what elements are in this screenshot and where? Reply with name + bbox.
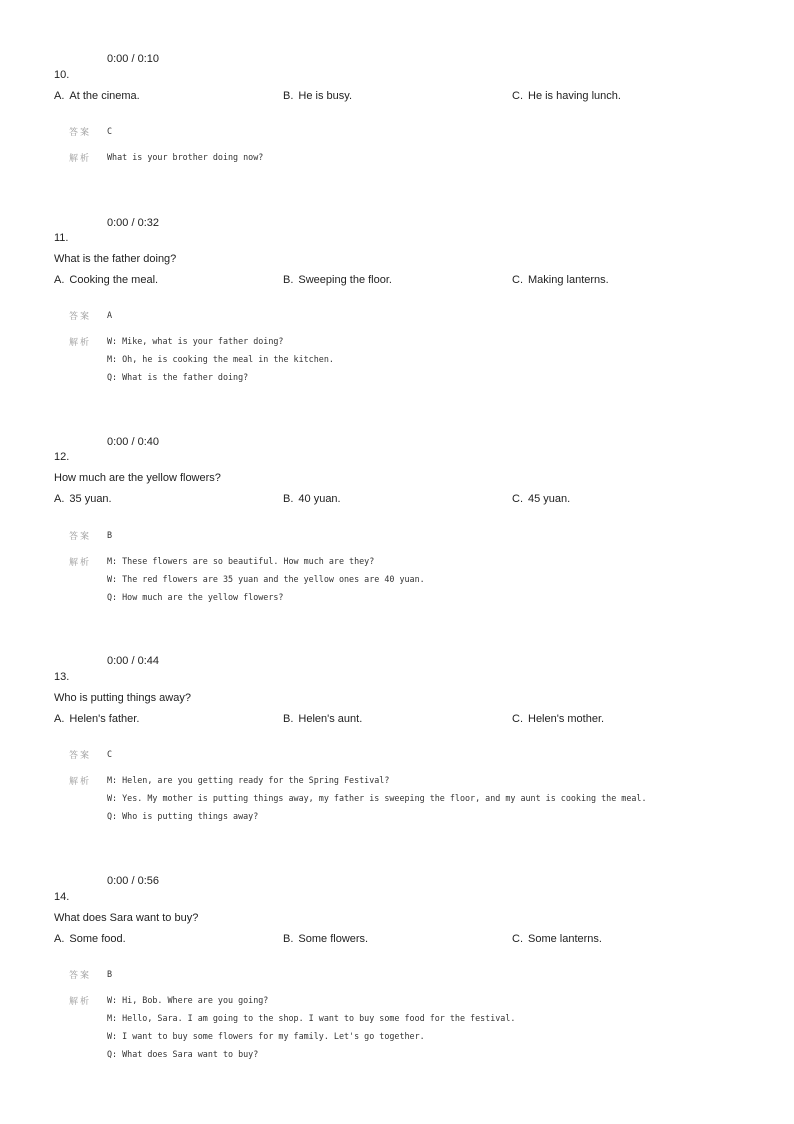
answer-label: 答案 (69, 750, 92, 760)
analysis-line: M: Hello, Sara. I am going to the shop. I want to buy some food for the festival. (107, 1013, 516, 1023)
option-b[interactable] (283, 90, 352, 102)
option-c[interactable] (512, 713, 604, 725)
analysis-line: Q: What is the father doing? (107, 372, 249, 382)
answer-value: B (107, 530, 113, 540)
question-text: How much are the yellow flowers? (54, 472, 221, 484)
option-letter: B. (283, 493, 294, 505)
option-b[interactable] (283, 274, 392, 286)
option-letter: B. (283, 90, 294, 102)
option-letter: A. (54, 90, 65, 102)
option-a[interactable] (54, 713, 139, 725)
answer-value: C (107, 126, 113, 136)
analysis-line: W: I want to buy some flowers for my family. Let's go together. (107, 1031, 425, 1041)
analysis-line: W: Yes. My mother is putting things away, my father is sweeping the floor, and my aunt is cooking the meal. (107, 793, 647, 803)
option-b[interactable] (283, 713, 362, 725)
option-text: 40 yuan. (298, 493, 341, 505)
answer-label: 答案 (69, 970, 92, 980)
analysis-line: Q: What does Sara want to buy? (107, 1049, 259, 1059)
analysis-label: 解析 (69, 557, 92, 567)
question-number: 10. (54, 69, 70, 81)
option-a[interactable] (54, 274, 158, 286)
question-text: Who is putting things away? (54, 692, 191, 704)
option-letter: B. (283, 933, 294, 945)
option-text: 35 yuan. (69, 493, 112, 505)
analysis-line: M: Oh, he is cooking the meal in the kitchen. (107, 354, 334, 364)
option-text: At the cinema. (69, 90, 140, 102)
option-c[interactable] (512, 493, 570, 505)
question-text: What does Sara want to buy? (54, 912, 199, 924)
option-b[interactable] (283, 933, 368, 945)
option-letter: C. (512, 90, 523, 102)
option-b[interactable] (283, 493, 341, 505)
option-text: Helen's aunt. (298, 713, 363, 725)
option-text: He is busy. (298, 90, 352, 102)
audio-player-time[interactable]: 0:00 / 0:56 (107, 875, 159, 887)
answer-label: 答案 (69, 127, 92, 137)
option-a[interactable] (54, 90, 140, 102)
option-letter: A. (54, 274, 65, 286)
audio-player-time[interactable]: 0:00 / 0:10 (107, 53, 159, 65)
option-text: Making lanterns. (528, 274, 609, 286)
analysis-line: W: Mike, what is your father doing? (107, 336, 284, 346)
question-number: 14. (54, 891, 70, 903)
option-letter: C. (512, 713, 523, 725)
analysis-label: 解析 (69, 996, 92, 1006)
option-text: Some flowers. (298, 933, 369, 945)
option-text: Cooking the meal. (69, 274, 159, 286)
analysis-line: W: The red flowers are 35 yuan and the yellow ones are 40 yuan. (107, 574, 425, 584)
question-number: 11. (54, 232, 69, 244)
analysis-line: M: Helen, are you getting ready for the Spring Festival? (107, 775, 390, 785)
option-text: Some lanterns. (528, 933, 602, 945)
option-c[interactable] (512, 90, 621, 102)
audio-player-time[interactable]: 0:00 / 0:32 (107, 217, 159, 229)
option-c[interactable] (512, 274, 609, 286)
option-text: Some food. (69, 933, 126, 945)
option-letter: C. (512, 274, 523, 286)
question-number: 13. (54, 671, 70, 683)
option-text: He is having lunch. (528, 90, 621, 102)
question-text: What is the father doing? (54, 253, 177, 265)
analysis-label: 解析 (69, 337, 92, 347)
option-letter: B. (283, 274, 294, 286)
option-a[interactable] (54, 933, 126, 945)
option-a[interactable] (54, 493, 112, 505)
option-letter: A. (54, 933, 65, 945)
analysis-line: What is your brother doing now? (107, 152, 264, 162)
audio-player-time[interactable]: 0:00 / 0:40 (107, 436, 159, 448)
question-number: 12. (54, 451, 70, 463)
option-letter: B. (283, 713, 294, 725)
option-c[interactable] (512, 933, 602, 945)
option-text: Sweeping the floor. (298, 274, 392, 286)
analysis-line: Q: How much are the yellow flowers? (107, 592, 284, 602)
answer-label: 答案 (69, 311, 92, 321)
answer-label: 答案 (69, 531, 92, 541)
audio-player-time[interactable]: 0:00 / 0:44 (107, 655, 159, 667)
option-letter: C. (512, 933, 523, 945)
answer-value: B (107, 969, 113, 979)
analysis-line: Q: Who is putting things away? (107, 811, 259, 821)
analysis-line: M: These flowers are so beautiful. How much are they? (107, 556, 375, 566)
analysis-line: W: Hi, Bob. Where are you going? (107, 995, 269, 1005)
option-letter: A. (54, 493, 65, 505)
analysis-label: 解析 (69, 153, 92, 163)
option-letter: C. (512, 493, 523, 505)
option-letter: A. (54, 713, 65, 725)
option-text: Helen's mother. (528, 713, 605, 725)
answer-value: A (107, 310, 113, 320)
answer-value: C (107, 749, 113, 759)
analysis-label: 解析 (69, 776, 92, 786)
option-text: 45 yuan. (528, 493, 571, 505)
option-text: Helen's father. (69, 713, 140, 725)
